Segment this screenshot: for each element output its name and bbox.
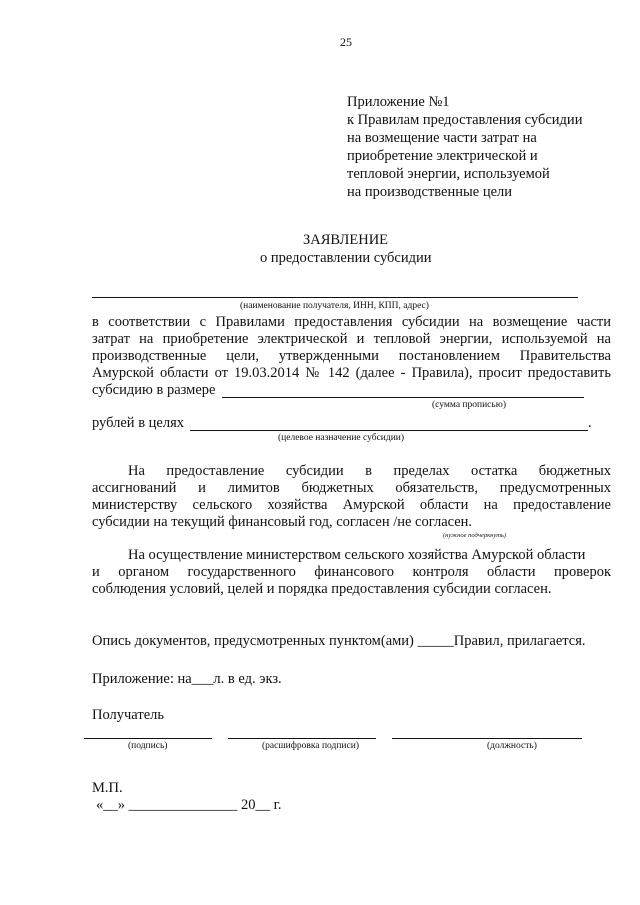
underline-note: (нужное подчеркнуть) [443,532,507,539]
signature-line [84,738,212,739]
sum-line [222,397,584,398]
recipient-line [92,297,578,298]
sum-caption: (сумма прописью) [432,400,506,410]
document-title: ЗАЯВЛЕНИЕ [303,232,389,248]
page-number: 25 [340,35,352,49]
para1-line: затрат на приобретение электрической и тепловой энергии, используемой на [92,331,611,347]
appendix-line: на возмещение части затрат на [347,130,537,146]
para1-line: производственные цели, утвержденными постановлением Правительства [92,348,611,364]
appendix-line: Приложение №1 [347,94,450,110]
para1-line: субсидию в размере [92,382,216,398]
stamp-label: М.П. [92,780,123,796]
recipient-label: Получатель [92,707,164,723]
para3-line: соблюдения условий, целей и порядка предоставления субсидии согласен. [92,581,552,597]
attachment-line: Приложение: на___л. в ед. экз. [92,671,282,687]
recipient-caption: (наименование получателя, ИНН, КПП, адрес) [240,301,429,311]
date-line: «__» _______________ 20__ г. [96,797,282,813]
para1-line: Амурской области от 19.03.2014 № 142 (далее - Правила), просит предоставить [92,365,611,381]
appendix-line: к Правилам предоставления субсидии [347,112,583,128]
para3-line: и органом государственного финансового контроля области проверок [92,564,611,580]
decode-caption: (расшифровка подписи) [262,741,359,751]
para1-line: в соответствии с Правилами предоставления субсидии на возмещение части [92,314,611,330]
para3-line: На осуществление министерством сельского хозяйства Амурской области [128,547,586,563]
inventory-line: Опись документов, предусмотренных пунктом(ами) _____Правил, прилагается. [92,633,586,649]
document-subtitle: о предоставлении субсидии [260,250,432,266]
para2-line: субсидии на текущий финансовый год, согласен /не согласен. [92,514,473,530]
para2-line: министерству сельского хозяйства Амурской области на предоставление [92,497,611,513]
position-caption: (должность) [487,741,537,751]
para2-line: ассигнований и лимитов бюджетных обязательств, предусмотренных [92,480,611,496]
signature-caption: (подпись) [128,741,168,751]
para2-line: На предоставление субсидии в пределах остатка бюджетных [128,463,611,479]
decode-line [228,738,376,739]
appendix-line: на производственные цели [347,184,513,200]
purpose-period: . [588,415,592,431]
purpose-line [190,430,588,431]
rubles-label: рублей в целях [92,415,185,431]
position-line [392,738,582,739]
purpose-caption: (целевое назначение субсидии) [278,433,405,443]
appendix-line: приобретение электрической и [347,148,538,164]
appendix-line: тепловой энергии, используемой [347,166,550,182]
